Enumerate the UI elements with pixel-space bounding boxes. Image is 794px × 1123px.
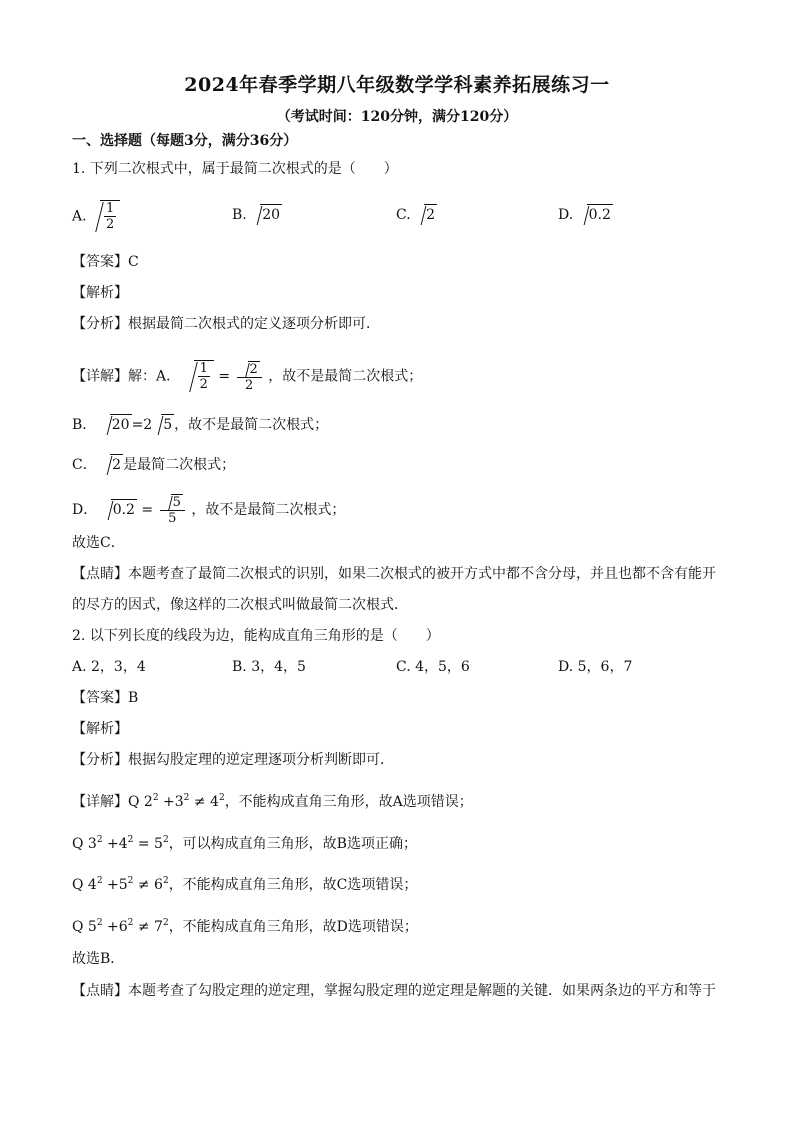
q2-d3-pre: Q 4 (72, 877, 97, 893)
q1-option-d-label: D. (558, 207, 574, 223)
q1-option-c-label: C. (396, 207, 411, 223)
q1-detail-a-result (237, 361, 262, 393)
q2-detail-tag: 【详解】 (72, 794, 128, 810)
q1-option-a-num: 1 (106, 201, 115, 216)
q2-d3-mid: +5 (102, 877, 128, 893)
q2-d4-text: ，不能构成直角三角形，故D选项错误； (168, 919, 418, 935)
q2-answer-value: B (128, 690, 139, 706)
q1-detail-a-eq: = (218, 368, 231, 385)
q2-d4-e2: 2 (127, 918, 134, 928)
q1-detail-c-radical (101, 454, 123, 475)
q2-d4-e1: 2 (96, 918, 103, 928)
q2-answer (72, 688, 138, 708)
q1-detail-d-rden: 5 (168, 511, 177, 526)
q1-detail-a-rnum: 2 (249, 361, 258, 377)
q2-d2-e1: 2 (96, 835, 103, 845)
q2-d4-mid2: ≠ 7 (133, 919, 163, 935)
q2-comment (72, 981, 716, 1001)
q1-detail-a-prefix: 解：A． (128, 368, 181, 385)
q2-d1-e1: 2 (152, 793, 159, 803)
q1-option-d (558, 204, 613, 225)
q1-detail-b-rad2: 5 (161, 414, 174, 435)
q1-detail-c-prefix: C． (72, 457, 97, 473)
q1-option-a (72, 200, 120, 232)
page-title: 2024年春季学期八年级数学学科素养拓展练习一 (184, 74, 610, 96)
q2-detail-3 (72, 871, 417, 895)
q1-detail-d (72, 494, 345, 526)
q1-option-d-radical (578, 204, 613, 225)
q1-detail-c-rad: 2 (110, 454, 123, 475)
q1-fenxi (72, 314, 380, 334)
q2-d1-mid2: ≠ 4 (189, 794, 219, 810)
q1-detail-d-eq: = (141, 502, 154, 518)
q1-detail-b-radical2 (152, 414, 174, 435)
q1-answer (72, 252, 139, 272)
q2-d1-text: ，不能构成直角三角形，故A选项错误； (224, 794, 473, 810)
q2-stem: 2. 以下列长度的线段为边，能构成直角三角形的是（ ） (72, 628, 440, 644)
q2-d1-mid: +3 (158, 794, 184, 810)
q1-option-c-value: 2 (424, 204, 437, 225)
q1-conclusion: 故选C． (72, 535, 125, 551)
q1-detail-b-suffix: ，故不是最简二次根式； (174, 417, 329, 433)
q1-detail-c (72, 454, 235, 475)
q1-option-b-radical (251, 204, 282, 225)
q2-d2-e2: 2 (127, 835, 134, 845)
q2-d4-pre: Q 5 (72, 919, 97, 935)
q1-option-a-radical (91, 200, 120, 232)
q1-answer-tag: 【答案】 (72, 254, 128, 270)
q1-detail-d-radical (102, 499, 137, 520)
q2-option-b: B. 3，4，5 (232, 659, 306, 675)
q1-option-c-radical (415, 204, 437, 225)
q1-comment-line1: 本题考查了最简二次根式的识别，如果二次根式的被开方式中都不含分母，并且也都不含有能开 (128, 566, 716, 582)
q2-d1-pre: Q 2 (128, 794, 153, 810)
q2-comment-line1: 本题考查了勾股定理的逆定理，掌握勾股定理的逆定理是解题的关键．如果两条边的平方和等于 (128, 983, 716, 999)
q1-option-b-label: B. (232, 207, 247, 223)
q2-detail-4 (72, 913, 418, 937)
q1-option-c (396, 204, 437, 225)
q1-comment-tag: 【点睛】 (72, 566, 128, 582)
q1-detail-d-prefix: D． (72, 502, 98, 518)
q1-detail-a-den: 2 (199, 377, 208, 392)
q1-detail-b (72, 414, 328, 435)
q1-fenxi-text: 根据最简二次根式的定义逐项分析即可． (128, 316, 380, 332)
q2-option-a: A. 2，3，4 (72, 659, 146, 675)
q1-answer-value: C (128, 254, 139, 270)
q1-comment (72, 564, 716, 584)
q2-fenxi (72, 750, 394, 770)
q1-detail-a-suffix: ，故不是最简二次根式； (268, 368, 423, 385)
q2-d2-pre: Q 3 (72, 836, 97, 852)
q2-detail-1 (72, 788, 473, 812)
q1-detail-a-rden: 2 (245, 377, 254, 393)
q1-detail-d-result (160, 494, 185, 526)
q2-fenxi-text: 根据勾股定理的逆定理逐项分析判断即可． (128, 752, 394, 768)
q1-detail-tag: 【详解】 (72, 368, 128, 385)
q1-detail-d-rnum: 5 (172, 495, 181, 510)
q2-d2-e3: 2 (162, 835, 169, 845)
q2-d3-e3: 2 (162, 876, 169, 886)
q2-option-d: D. 5，6，7 (558, 659, 633, 675)
q1-analysis-tag: 【解析】 (72, 285, 128, 301)
q1-comment-line2: 的尽方的因式，像这样的二次根式叫做最简二次根式． (72, 597, 408, 613)
q1-detail-b-radical (101, 414, 132, 435)
q2-answer-tag: 【答案】 (72, 690, 128, 706)
q1-detail-d-suffix: ，故不是最简二次根式； (191, 502, 346, 518)
q2-conclusion: 故选B． (72, 951, 125, 967)
q1-detail-d-rad: 0.2 (111, 499, 137, 520)
q1-option-b (232, 204, 282, 225)
q1-stem: 1. 下列二次根式中，属于最简二次根式的是（ ） (72, 161, 398, 177)
q1-option-a-den: 2 (106, 217, 115, 232)
q1-detail-a (72, 360, 422, 393)
q1-detail-c-suffix: 是最简二次根式； (123, 457, 236, 473)
q2-d3-e2: 2 (127, 876, 134, 886)
q2-fenxi-tag: 【分析】 (72, 752, 128, 768)
q2-d4-e3: 2 (162, 918, 169, 928)
q2-analysis-tag: 【解析】 (72, 721, 128, 737)
q1-detail-a-num: 1 (199, 361, 208, 376)
q1-fenxi-tag: 【分析】 (72, 316, 128, 332)
q1-detail-b-eq: =2 (131, 417, 153, 433)
q2-detail-2 (72, 830, 417, 854)
q2-d2-mid2: = 5 (133, 836, 163, 852)
q2-d3-e1: 2 (96, 876, 103, 886)
q2-d2-text: ，可以构成直角三角形，故B选项正确； (168, 836, 417, 852)
q2-d3-mid2: ≠ 6 (133, 877, 163, 893)
q2-option-c: C. 4，5，6 (396, 659, 470, 675)
q1-option-b-value: 20 (260, 204, 282, 225)
q2-d4-mid: +6 (102, 919, 128, 935)
q2-d3-text: ，不能构成直角三角形，故C选项错误； (168, 877, 418, 893)
q1-option-a-label: A. (72, 208, 87, 225)
q2-d2-mid: +4 (102, 836, 128, 852)
q1-detail-b-rad: 20 (110, 414, 132, 435)
page-subtitle: （考试时间：120分钟，满分120分） (276, 109, 518, 125)
q1-option-d-value: 0.2 (587, 204, 613, 225)
q2-comment-tag: 【点睛】 (72, 983, 128, 999)
section-heading: 一、选择题（每题3分，满分36分） (72, 133, 298, 149)
q1-detail-a-radical (185, 360, 214, 392)
q2-d1-e3: 2 (218, 793, 225, 803)
q1-detail-b-prefix: B． (72, 417, 97, 433)
q2-d1-e2: 2 (183, 793, 190, 803)
